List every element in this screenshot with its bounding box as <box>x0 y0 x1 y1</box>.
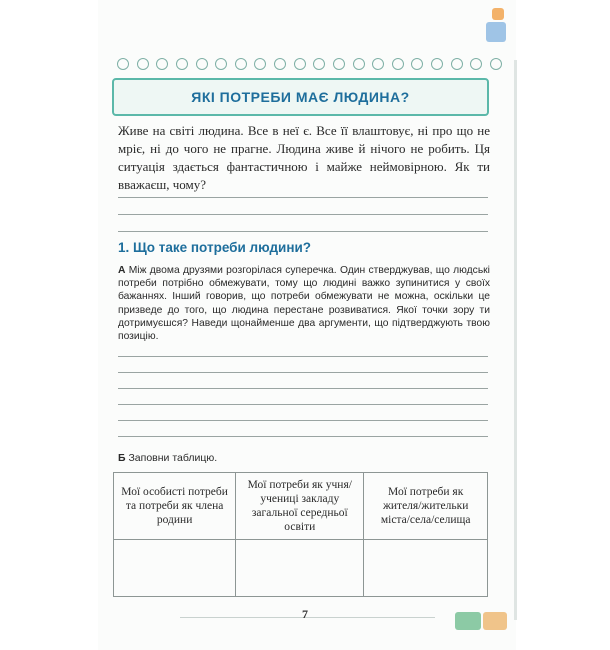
intro-paragraph: Живе на світі людина. Все в неї є. Все її влаштовує, ні про що не мріє, ні до чого не прагне. Людина живе й нічого не робить. Ця ситуація здається фантастичною і майже неймовірною. Як ти вважаєш, чому? <box>118 123 490 192</box>
task-b-letter: Б <box>118 452 126 464</box>
table-cell[interactable] <box>364 540 488 597</box>
answer-line <box>118 197 488 198</box>
table-cell[interactable] <box>114 540 236 597</box>
task-b-instruction <box>118 452 217 464</box>
answer-line <box>118 404 488 405</box>
section-heading: 1. Що таке потреби людини? <box>118 240 312 255</box>
table-header-student: Мої потреби як учня/учениці закладу загальної середньої освіти <box>236 473 364 540</box>
puzzle-piece-icon <box>492 8 504 20</box>
lesson-title-box <box>112 78 489 116</box>
answer-line <box>118 436 488 437</box>
page-edge <box>514 60 517 620</box>
answer-line <box>118 372 488 373</box>
answer-line <box>118 420 488 421</box>
lesson-title: ЯКІ ПОТРЕБИ МАЄ ЛЮДИНА? <box>191 89 410 105</box>
puzzle-piece-icon <box>486 22 506 42</box>
task-b-text: Заповни таблицю. <box>128 452 218 464</box>
task-a-paragraph <box>118 264 490 343</box>
table-header-personal: Мої особисті потреби та потреби як члена родини <box>114 473 236 540</box>
answer-line <box>118 214 488 215</box>
task-a-text: Між двома друзями розгорілася суперечка. Один стверджував, що людські потреби потрібно обмежувати, тому що людині важко зупинитися у своїх бажаннях. Інший говорив, що потреби обмежувати не можна, оскільки це призведе до того, що людина перестане розвиватися. Якої точки зору ти дотримуєшся? Наведи щонайменше два аргументи, що підтверджують твою позицію. <box>118 265 490 343</box>
answer-line <box>118 356 488 357</box>
answer-line <box>118 388 488 389</box>
needs-table <box>113 472 488 597</box>
table-cell[interactable] <box>236 540 364 597</box>
page-number: 7 <box>302 607 308 621</box>
answer-line <box>118 231 488 232</box>
table-header-resident: Мої потреби як жителя/жительки міста/села/селища <box>364 473 488 540</box>
children-faces-border-icon <box>117 58 502 76</box>
task-a-letter: А <box>118 265 126 276</box>
